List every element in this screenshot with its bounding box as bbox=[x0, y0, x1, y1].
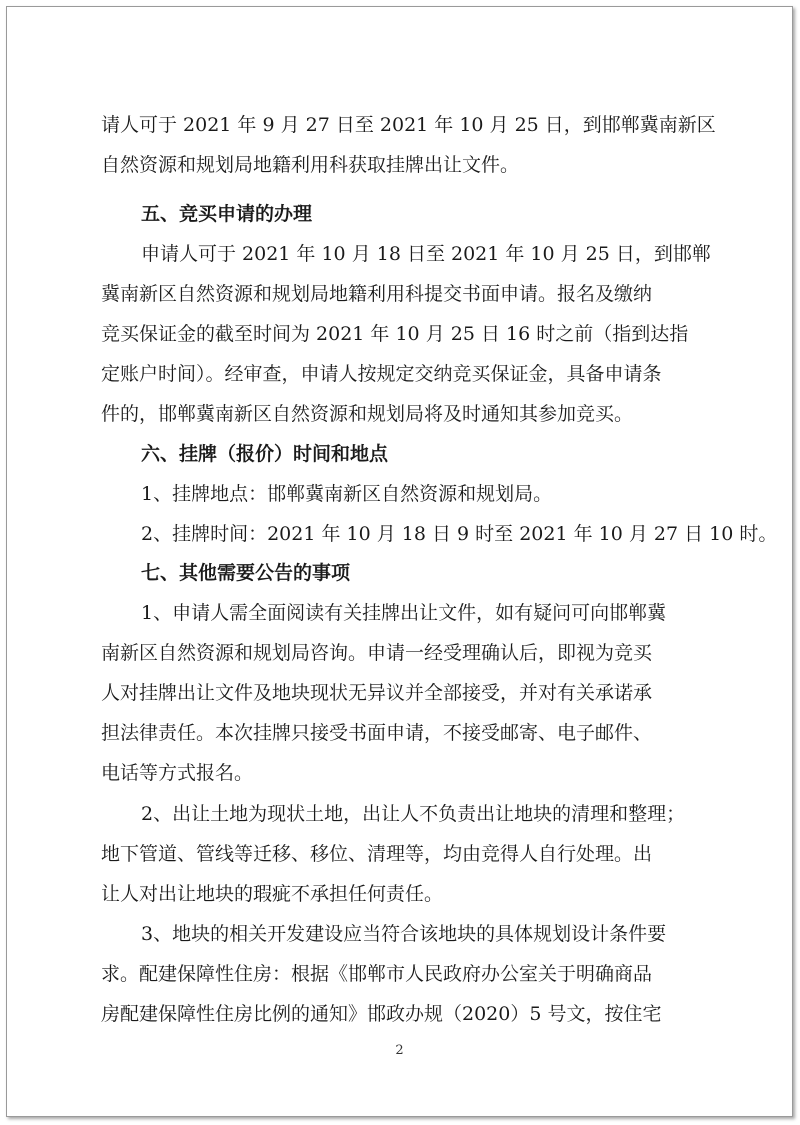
paragraph-line: 申请人可于 2021 年 10 月 18 日至 2021 年 10 月 25 日，到邯郸 bbox=[141, 243, 711, 265]
paragraph-line: 地下管道、管线等迁移、移位、清理等，均由竞得人自行处理。出 bbox=[101, 843, 653, 865]
paragraph-line: 定账户时间）。经审查，申请人按规定交纳竞买保证金，具备申请条 bbox=[101, 363, 662, 385]
paragraph-line: 请人可于 2021 年 9 月 27 日至 2021 年 10 月 25 日，到邯郸冀南新区 bbox=[101, 114, 716, 136]
paragraph-line: 1、申请人需全面阅读有关挂牌出让文件，如有疑问可向邯郸冀 bbox=[141, 602, 667, 624]
paragraph-line: 让人对出让地块的瑕疵不承担任何责任。 bbox=[101, 883, 444, 905]
page-number: 2 bbox=[395, 1043, 404, 1058]
paragraph-line: 竞买保证金的截至时间为 2021 年 10 月 25 日 16 时之前（指到达指 bbox=[101, 323, 689, 345]
paragraph-line: 件的，邯郸冀南新区自然资源和规划局将及时通知其参加竞买。 bbox=[101, 403, 634, 425]
paragraph-line: 电话等方式报名。 bbox=[101, 762, 254, 784]
paragraph-line: 冀南新区自然资源和规划局地籍利用科提交书面申请。报名及缴纳 bbox=[101, 283, 653, 305]
paragraph-line: 自然资源和规划局地籍利用科获取挂牌出让文件。 bbox=[101, 154, 520, 176]
section-heading-6: 六、挂牌（报价）时间和地点 bbox=[141, 443, 389, 465]
paragraph-line: 求。配建保障性住房：根据《邯郸市人民政府办公室关于明确商品 bbox=[101, 963, 653, 985]
paragraph-line: 人对挂牌出让文件及地块现状无异议并全部接受，并对有关承诺承 bbox=[101, 682, 653, 704]
paragraph-line: 3、地块的相关开发建设应当符合该地块的具体规划设计条件要 bbox=[141, 923, 667, 945]
section-heading-5: 五、竞买申请的办理 bbox=[141, 203, 313, 225]
paragraph-line: 1、挂牌地点：邯郸冀南新区自然资源和规划局。 bbox=[141, 483, 553, 505]
section-heading-7: 七、其他需要公告的事项 bbox=[141, 562, 351, 584]
paragraph-line: 2、挂牌时间：2021 年 10 月 18 日 9 时至 2021 年 10 月 27 日 10 时。 bbox=[141, 523, 778, 545]
document-page bbox=[6, 6, 793, 1117]
paragraph-line: 担法律责任。本次挂牌只接受书面申请，不接受邮寄、电子邮件、 bbox=[101, 722, 653, 744]
paragraph-line: 房配建保障性住房比例的通知》邯政办规（2020）5 号文，按住宅 bbox=[101, 1003, 662, 1025]
paragraph-line: 2、出让土地为现状土地，出让人不负责出让地块的清理和整理； bbox=[141, 803, 686, 825]
paragraph-line: 南新区自然资源和规划局咨询。申请一经受理确认后，即视为竞买 bbox=[101, 642, 653, 664]
